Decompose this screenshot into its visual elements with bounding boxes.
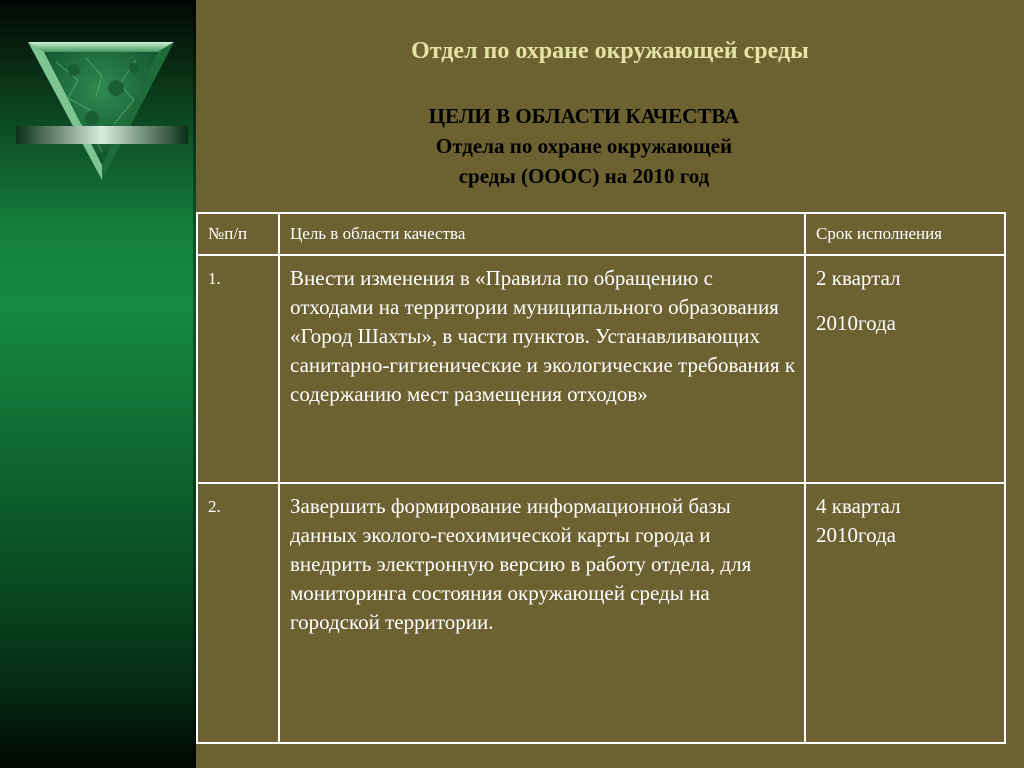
inverted-triangle-emblem-icon (16, 40, 188, 182)
row-goal: Завершить формирование информационной базы данных эколого-геохимической карты города и внедрить электронную версию в работу отдела, для мониторинга состояния окружающей среды на городской территории. (279, 483, 805, 743)
page-title: Отдел по охране окружающей среды (411, 38, 809, 64)
table-row (197, 255, 1005, 483)
term-year: 2010года (816, 311, 896, 335)
subtitle-line: Отдела по охране окружающей (435, 134, 733, 158)
subtitle (384, 101, 784, 191)
column-header-number: №п/п (197, 213, 279, 255)
row-term (805, 483, 1005, 743)
column-header-term: Срок исполнения (805, 213, 1005, 255)
column-header-goal: Цель в области качества (279, 213, 805, 255)
table-row (197, 483, 1005, 743)
row-number: 2. (197, 483, 279, 743)
goals-table (196, 212, 1006, 744)
term-quarter: 4 квартал (816, 494, 901, 518)
subtitle-line: среды (ОООС) на 2010 год (458, 164, 710, 188)
row-number: 1. (197, 255, 279, 483)
term-year: 2010года (816, 523, 896, 547)
row-goal: Внести изменения в «Правила по обращению с отходами на территории муниципального образования «Город Шахты», в части пунктов. Устанавливающих санитарно-гигиенические и экологические требования к содержанию мест размещения отходов» (279, 255, 805, 483)
table-header-row (197, 213, 1005, 255)
row-term (805, 255, 1005, 483)
subtitle-line: ЦЕЛИ В ОБЛАСТИ КАЧЕСТВА (428, 104, 740, 128)
term-quarter: 2 квартал (816, 266, 901, 290)
left-decorative-panel (0, 0, 196, 768)
